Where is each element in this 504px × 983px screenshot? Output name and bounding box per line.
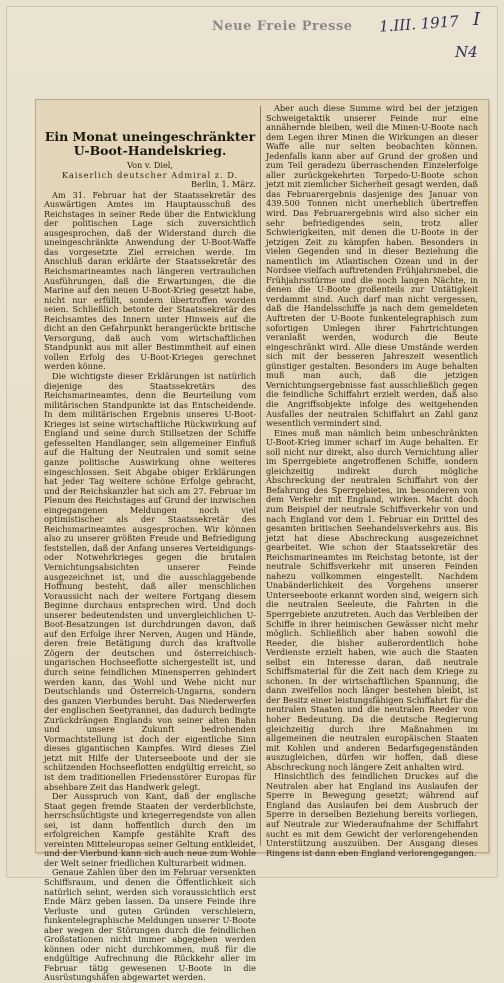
column-divider [260, 106, 261, 846]
article-paragraph: Der Ausspruch von Kant, daß der englische Staat gegen fremde Staaten der verderblichste, herrschsüchtigste und kriegerregendste von allen sei, ist dann hoffentlich durch den im erfolgreichen Kampfe gestählte Kraft des vereinten Mitteleuropas seiner Geltung entkleidet, und der Vierbund kann sich auch neue zum Wohle der Welt seiner friedlichen Kulturarbeit widmen. [44, 791, 256, 868]
article-paragraph: Eines muß man nämlich beim unbeschränkten U-Boot-Krieg immer scharf im Auge behalten. Er soll nicht nur direkt, also durch Vernichtung aller im Sperrgebiete angetroffenen Schiffe, sondern gleichzeitig indirekt durch mögliche Abschreckung der neutralen Schiffahrt von der Befahrung des Sperrgebietes, im besonderen von dem Verkehr mit England, wirken. Macht doch zum Beispiel der neutrale Schiffsverkehr von und nach England vor dem 1. Februar ein Drittel des gesamten britischen Seehandelsverkehrs aus. Bis jetzt hat diese Abschreckung ausgezeichnet gearbeitet. Wie schon der Staatssekretär des Reichsmarineamtes im Reichstag betonte, ist der neutrale Schiffsverkehr mit unseren Feinden nahezu vollkommen eingestellt. Nachdem Unabänderlichkeit des Vorgehens unserer Unterseeboote erkannt worden sind, weigern sich die neutralen Seeleute, die Fahrten in die Sperrgebiete anzutreten. Auch das Verbleiben der Schiffe in ihrer heimischen Gewässer nicht mehr möglich. Schließlich aber haben sowohl die Reeder, die bisher außerordentlich hohe Verdienste erzielt haben, wie auch die Staaten selbst ein Interesse daran, daß neutrale Schiffsmaterial für die Zeit nach dem Kriege zu schonen. In der wirtschaftlichen Spannung, die dann zweifellos noch länger bestehen bleibt, ist der Besitz einer leistungsfähigen Schiffahrt für die neutralen Staaten und die neutralen Reeder von hoher Bedeutung. Da die deutsche Regierung gleichzeitig durch ihre Maßnahmen im allgemeinen die neutralen europäischen Staaten mit Kohlen und anderen Bedarfsgegenständen auszugleichen, dürfen wir hoffen, daß diese Abschreckung noch längere Zeit anhalten wird. [266, 427, 478, 772]
article-author-role: Kaiserlich deutscher Admiral z. D. [61, 169, 239, 180]
article-paragraph: Aber auch diese Summe wird bei der jetzigen Schweigetaktik unserer Feinde nur eine annähernde bleiben, weil die Minen-U-Boote nach dem Legen ihrer Minen die Wirkungen an dieser Waffe alle nur selten beobachten können. Jedenfalls kann aber auf Grund der großen und zum Teil geradezu überraschenden Einzelerfolge aller zurückgekehrten Torpedo-U-Boote schon jetzt mit ziemlicher Sicherheit gesagt werden, daß das Februarergebnis dasjenige des Januar von 439.500 Tonnen nicht unerheblich übertreffen wird. Das Februarergebnis wird also sicher ein sehr befriedigendes sein, trotz aller Schwierigkeiten, mit denen die U-Boote in der jetzigen Zeit zu kämpfen haben. Besonders in vielen Gegenden und in dieser Beziehung die namentlich im Atlantischen Ozean und in der Nordsee vielfach auftretenden Frühjahrsnebel, die Frühjahrsstürme und die noch langen Nächte, in denen die U-Boote großenteils zur Untätigkeit verdammt sind. Auch darf man nicht vergessen, daß die Handelsschiffe ja nach dem gemeldeten Auftreten der U-Boote funkentelegraphisch zum sofortigen Umlegen ihrer Fahrtrichtungen veranlaßt werden, wodurch die Beute eingeschränkt wird. Alle diese Umstände werden sich mit der besseren Jahreszeit wesentlich günstiger gestalten. Besonders im Auge behalten muß man auch, daß die jetzigen Vernichtungsergebnisse fast ausschließlich gegen die feindliche Schiffahrt erzielt werden, daß also die Angriffsobjekte infolge des weitgehenden Ausfalles der neutralen Schiffahrt an Zahl ganz wesentlich vermindert sind. [266, 103, 478, 429]
newspaper-clipping [35, 99, 489, 983]
article-author: Von v. Diel, [126, 160, 174, 170]
article-column-right [266, 104, 478, 858]
article-paragraph: Am 31. Februar hat der Staatssekretär des Auswärtigen Amtes im Hauptausschuß des Reichstages in seiner Rede über die Entwicklung der politischen Lage sich zuversichtlich ausgesprochen, daß der Widerstand durch die uneingeschränkte Anwendung der U-Boot-Waffe das vorgesetzte Ziel erreichen werde. Im Anschluß daran erklärte der Staatssekretär des Reichsmarineamtes nach längeren vertraulichen Ausführungen, daß die Erwartungen, die die Marine auf den neuen U-Boot-Krieg gesetzt habe, nicht nur erfüllt, sondern übertroffen worden seien. Schließlich betonte der Staatssekretär des Reichsamtes des Innern unter Hinweis auf die dicht an den Gefahrpunkt herangerückte britische Versorgung, daß auch vom wirtschaftlichen Standpunkt aus mit aller Bestimmtheit auf einen vollen Erfolg des U-Boot-Krieges gerechnet werden könne. [44, 189, 256, 372]
handwritten-roman-numeral: I [473, 9, 481, 30]
archive-sheet [6, 6, 498, 983]
article-paragraph: Genaue Zahlen über den im Februar versenkten Schiffsraum, und denen die Öffentlichkeit sich natürlich sehnt, werden sich voraussichtlich erst Ende März geben lassen. Da unsere Feinde ihre Verluste und guten Gründen verschleiern, funkentelegraphische Meldungen unserer U-Boote aber wegen der Störungen durch die feindlichen Großstationen nicht immer abgegeben werden können oder nicht durchkommen, muß für die endgültige Aufrechnung die Rückkehr aller im Februar tätig gewesenen U-Boote in die Ausrüstungshäfen abgewartet werden. [44, 867, 256, 983]
article-paragraph: Hinsichtlich des feindlichen Druckes auf die Neutralen aber hat England ins Auslaufen der Sperre in Bewegung gesetzt; während auf England das Auslaufen bei dem Ausbruch der Sperre in derselben Beziehung bereits vorliegen, auf Neutrale zur Wiederaufnahme der Schiffahrt sucht es mit dem Gewicht der verlorengehenden Unterstützung auszuüben. Der Ausgang dieses Ringens ist dann eben England verlorengegangen. [266, 771, 478, 858]
handwritten-date: 1.III. 1917 [378, 12, 460, 36]
article-headline: Ein Monat uneingeschränkter U-Boot-Handelskrieg. [44, 129, 256, 158]
handwritten-number: N4 [455, 43, 478, 61]
article-dateline: Berlin, 1. März. [190, 179, 256, 190]
article-column-left [44, 110, 256, 983]
newspaper-masthead-stamp: Neue Freie Presse [212, 19, 353, 34]
article-paragraph: Die wichtigste dieser Erklärungen ist natürlich diejenige des Staatssekretärs des Reichsmarineamtes, denn die Beurteilung vom militärischen Standpunkte ist das Entscheidende. In dem militärischen Ergebnis unseres U-Boot-Krieges ist seine wirtschaftliche Rückwirkung auf England und seine durch Stillsetzen der Schiffe gefesselten Handlanger, sein allgemeiner Einfluß auf die Haltung der Neutralen und somit seine ganze politische Auswirkung ohne weiteres eingeschlossen. Seit Abgabe obiger Erklärungen hat jeder Tag weitere schöne Erfolge gebracht, und der Reichskanzler hat sich am 27. Februar im Plenum des Reichstages auf Grund der inzwischen eingegangenen Meldungen noch viel optimistischer als der Staatssekretär des Reichsmarineamtes ausgesprochen. Wir können also zu unserer größten Freude und Befriedigung feststellen, daß der Anfang unseres Verteidigungs- oder Notwehrkrieges gegen die brutalen Vernichtungsabsichten unserer Feinde ausgezeichnet ist, und die ausschlaggebende Hoffnung besteht, daß aller menschlichen Voraussicht nach der weitere Fortgang diesem Beginne durchaus entsprechen wird. Und doch unserer bedeutendsten und unvergleichlichen U-Boot-Besatzungen ist durchdrungen davon, daß auf den Erfolge ihrer Nerven, Augen und Hände, deren freie Betätigung durch das kraftvolle Zögern der deutschen und österreichisch-ungarischen Hochseeflotte sichergestellt ist, und durch seine feindlichen Minensperren gehindert werden kann, das Wohl und Wehe nicht nur Deutschlands und Österreich-Ungarns, sondern des ganzen Vierbundes beruht. Das Niederwerfen der englischen Seetyrannei, das dadurch bedingte Zurückdrängen Englands von seiner alten Bahn und unsere Zukunft bedrohenden Vormachtstellung ist doch der eigentliche Sinn dieses gigantischen Kampfes. Wird dieses Ziel jetzt mit Hilfe der Unterseeboote und der sie schützenden Hochseeflotten endgültig erreicht, so ist dem traditionellen Friedensstörer Europas für absehbare Zeit das Handwerk gelegt. [44, 371, 256, 792]
